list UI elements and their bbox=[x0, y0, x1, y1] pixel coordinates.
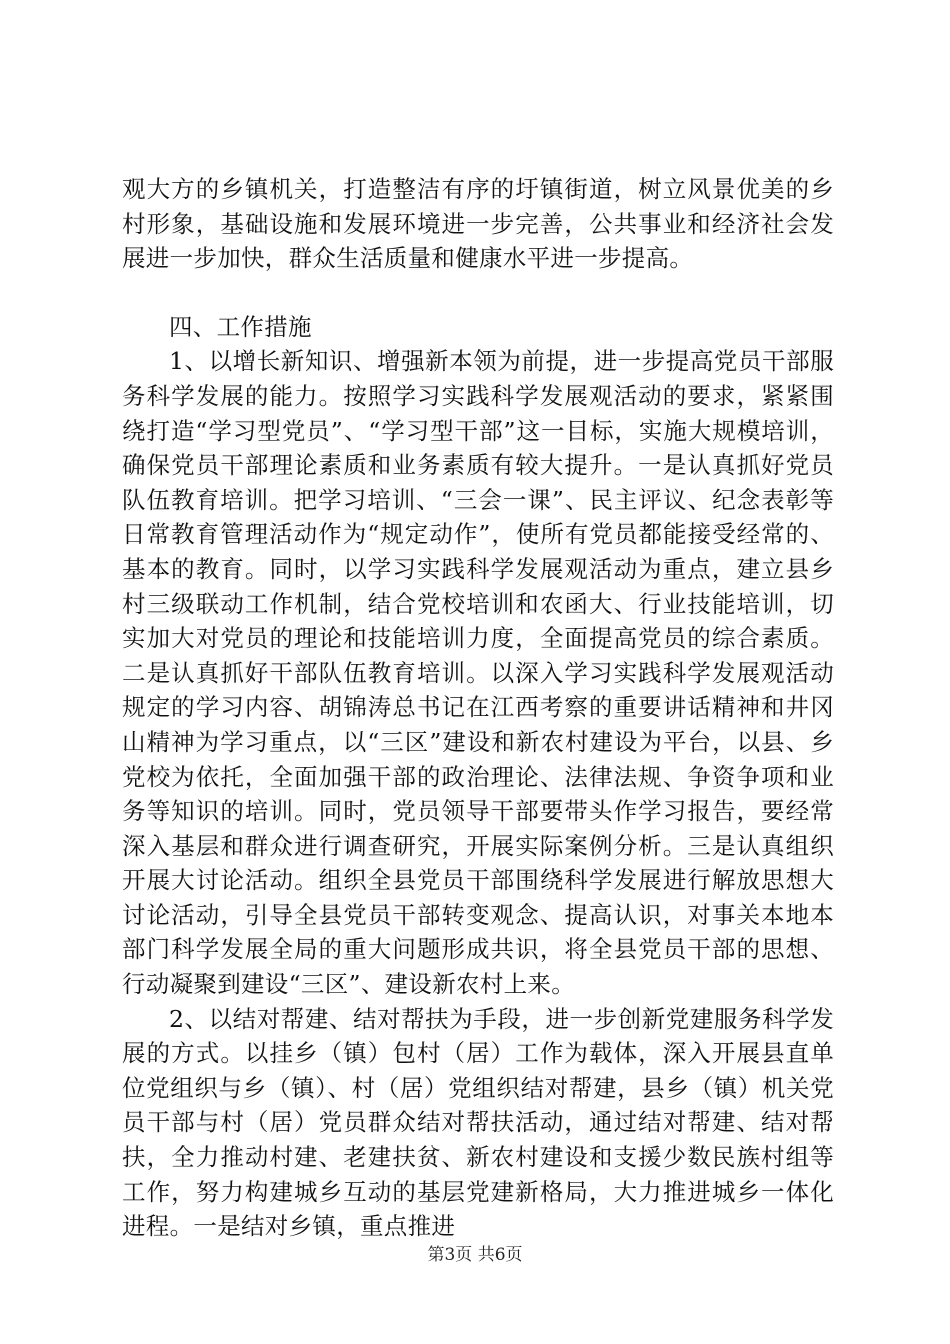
paragraph-continuation: 观大方的乡镇机关，打造整洁有序的圩镇街道，树立风景优美的乡村形象，基础设施和发展环境进一步完善，公共事业和经济社会发展进一步加快，群众生活质量和健康水平进一步提高。 bbox=[122, 175, 834, 273]
section-heading: 四、工作措施 bbox=[169, 312, 312, 341]
paragraph-measure-2: 2、以结对帮建、结对帮扶为手段，进一步创新党建服务科学发展的方式。以挂乡（镇）包村（居）工作为载体，深入开展县直单位党组织与乡（镇）、村（居）党组织结对帮建，县乡（镇）机关党员干部与村（居）党员群众结对帮扶活动，通过结对帮建、结对帮扶，全力推动村建、老建扶贫、新农村建设和支援少数民族村组等工作，努力构建城乡互动的基层党建新格局，大力推进城乡一体化进程。一是结对乡镇，重点推进 bbox=[122, 1004, 834, 1241]
paragraph-measure-1: 1、以增长新知识、增强新本领为前提，进一步提高党员干部服务科学发展的能力。按照学习实践科学发展观活动的要求，紧紧围绕打造“学习型党员”、“学习型干部”这一目标，实施大规模培训，确保党员干部理论素质和业务素质有较大提升。一是认真抓好党员队伍教育培训。把学习培训、“三会一课”、民主评议、纪念表彰等日常教育管理活动作为“规定动作”，使所有党员都能接受经常的、基本的教育。同时，以学习实践科学发展观活动为重点，建立县乡村三级联动工作机制，结合党校培训和农函大、行业技能培训，切实加大对党员的理论和技能培训力度，全面提高党员的综合素质。二是认真抓好干部队伍教育培训。以深入学习实践科学发展观活动规定的学习内容、胡锦涛总书记在江西考察的重要讲话精神和井冈山精神为学习重点，以“三区”建设和新农村建设为平台，以县、乡党校为依托，全面加强干部的政治理论、法律法规、争资争项和业务等知识的培训。同时，党员领导干部要带头作学习报告，要经常深入基层和群众进行调查研究，开展实际案例分析。三是认真组织开展大讨论活动。组织全县党员干部围绕科学发展进行解放思想大讨论活动，引导全县党员干部转变观念、提高认识，对事关本地本部门科学发展全局的重大问题形成共识，将全县党员干部的思想、行动凝聚到建设“三区”、建设新农村上来。 bbox=[122, 347, 834, 999]
document-body bbox=[122, 172, 834, 1244]
page-number-footer: 第3页 共6页 bbox=[427, 1245, 523, 1265]
